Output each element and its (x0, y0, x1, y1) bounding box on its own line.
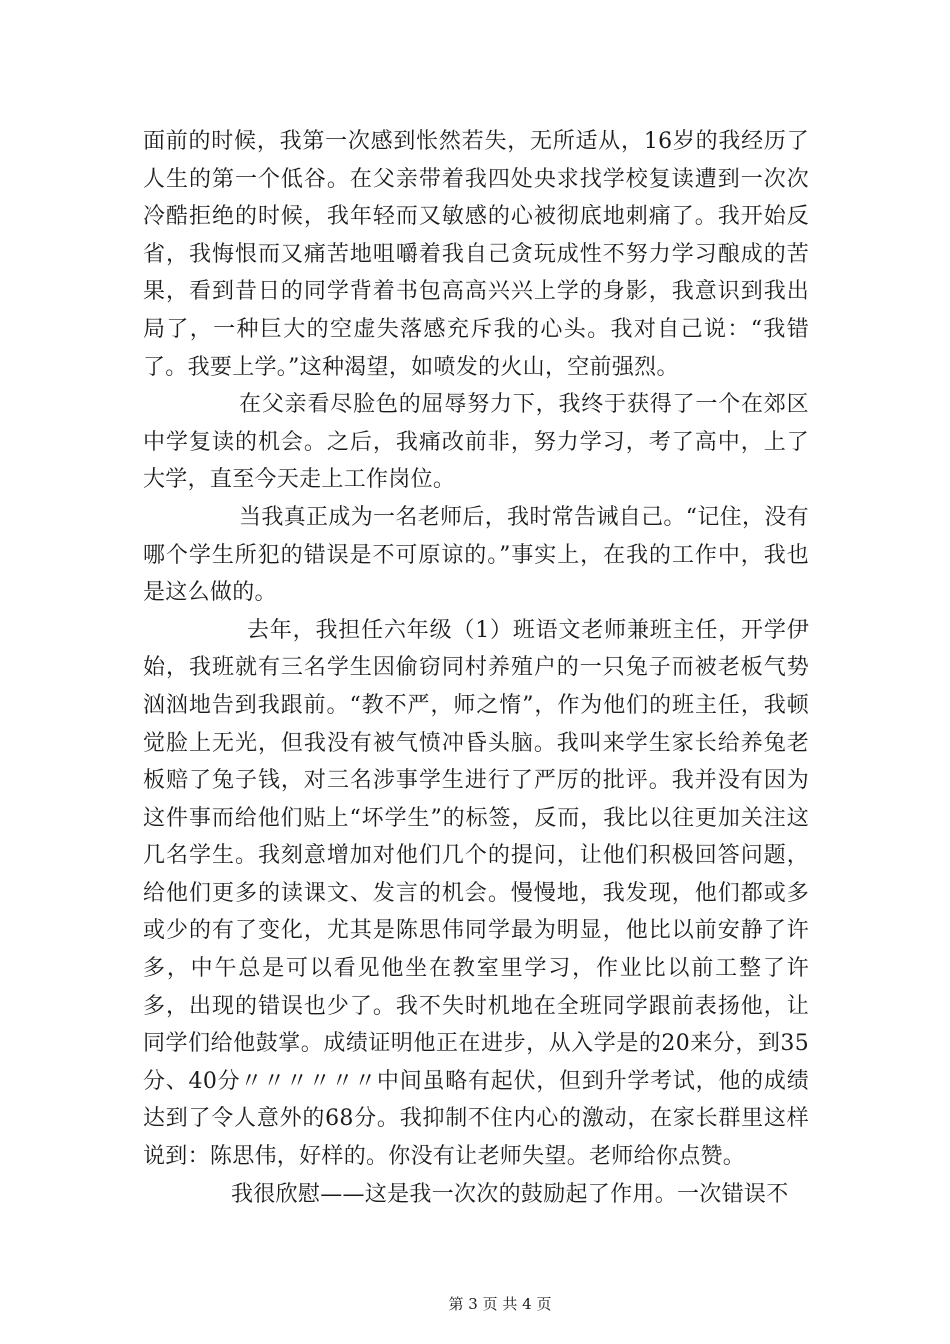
body-text (143, 123, 809, 1213)
paragraph-3: 当我真正成为一名老师后，我时常告诫自己。“记住，没有哪个学生所犯的错误是不可原谅的。”事实上，在我的工作中，我也是这么做的。 (143, 504, 809, 606)
paragraph-2: 在父亲看尽脸色的屈辱努力下，我终于获得了一个在郊区中学复读的机会。之后，我痛改前非，努力学习，考了高中，上了大学，直至今天走上工作岗位。 (143, 392, 809, 493)
paragraph-4: 去年，我担任六年级（1）班语文老师兼班主任，开学伊始，我班就有三名学生因偷窃同村养殖户的一只兔子而被老板气势汹汹地告到我跟前。“教不严，师之惰”，作为他们的班主任，我顿觉脸上无光，但我没有被气愤冲昏头脑。我叫来学生家长给养兔老板赔了兔子钱，对三名涉事学生进行了严厉的批评。我并没有因为这件事而给他们贴上“坏学生”的标签，反而，我比以往更加关注这几名学生。我刻意增加对他们几个的提问，让他们积极回答问题，给他们更多的读课文、发言的机会。慢慢地，我发现，他们都或多或少的有了变化，尤其是陈思伟同学最为明显，他比以前安静了许多，中午总是可以看见他坐在教室里学习，作业比以前工整了许多，出现的错误也少了。我不失时机地在全班同学跟前表扬他，让同学们给他鼓掌。成绩证明他正在进步，从入学是的20来分，到35分、40分〃〃〃〃〃〃中间虽略有起伏，但到升学考试，他的成绩达到了令人意外的68分。我抑制不住内心的激动，在家长群里这样说到：陈思伟，好样的。你没有让老师失望。老师给你点赞。 (143, 617, 809, 1170)
page-number: 第 3 页 共 4 页 (448, 1295, 552, 1313)
paragraph-5: 我很欣慰——这是我一次次的鼓励起了作用。一次错误不 (231, 1181, 789, 1207)
paragraph-1: 面前的时候，我第一次感到怅然若失，无所适从，16岁的我经历了人生的第一个低谷。在父亲带着我四处央求找学校复读遭到一次次冷酷拒绝的时候，我年轻而又敏感的心被彻底地刺痛了。我开始反省，我悔恨而又痛苦地咀嚼着我自己贪玩成性不努力学习酿成的苦果，看到昔日的同学背着书包高高兴兴上学的身影，我意识到我出局了，一种巨大的空虚失落感充斥我的心头。我对自己说：“我错了。我要上学。”这种渴望，如喷发的火山，空前强烈。 (143, 129, 809, 380)
